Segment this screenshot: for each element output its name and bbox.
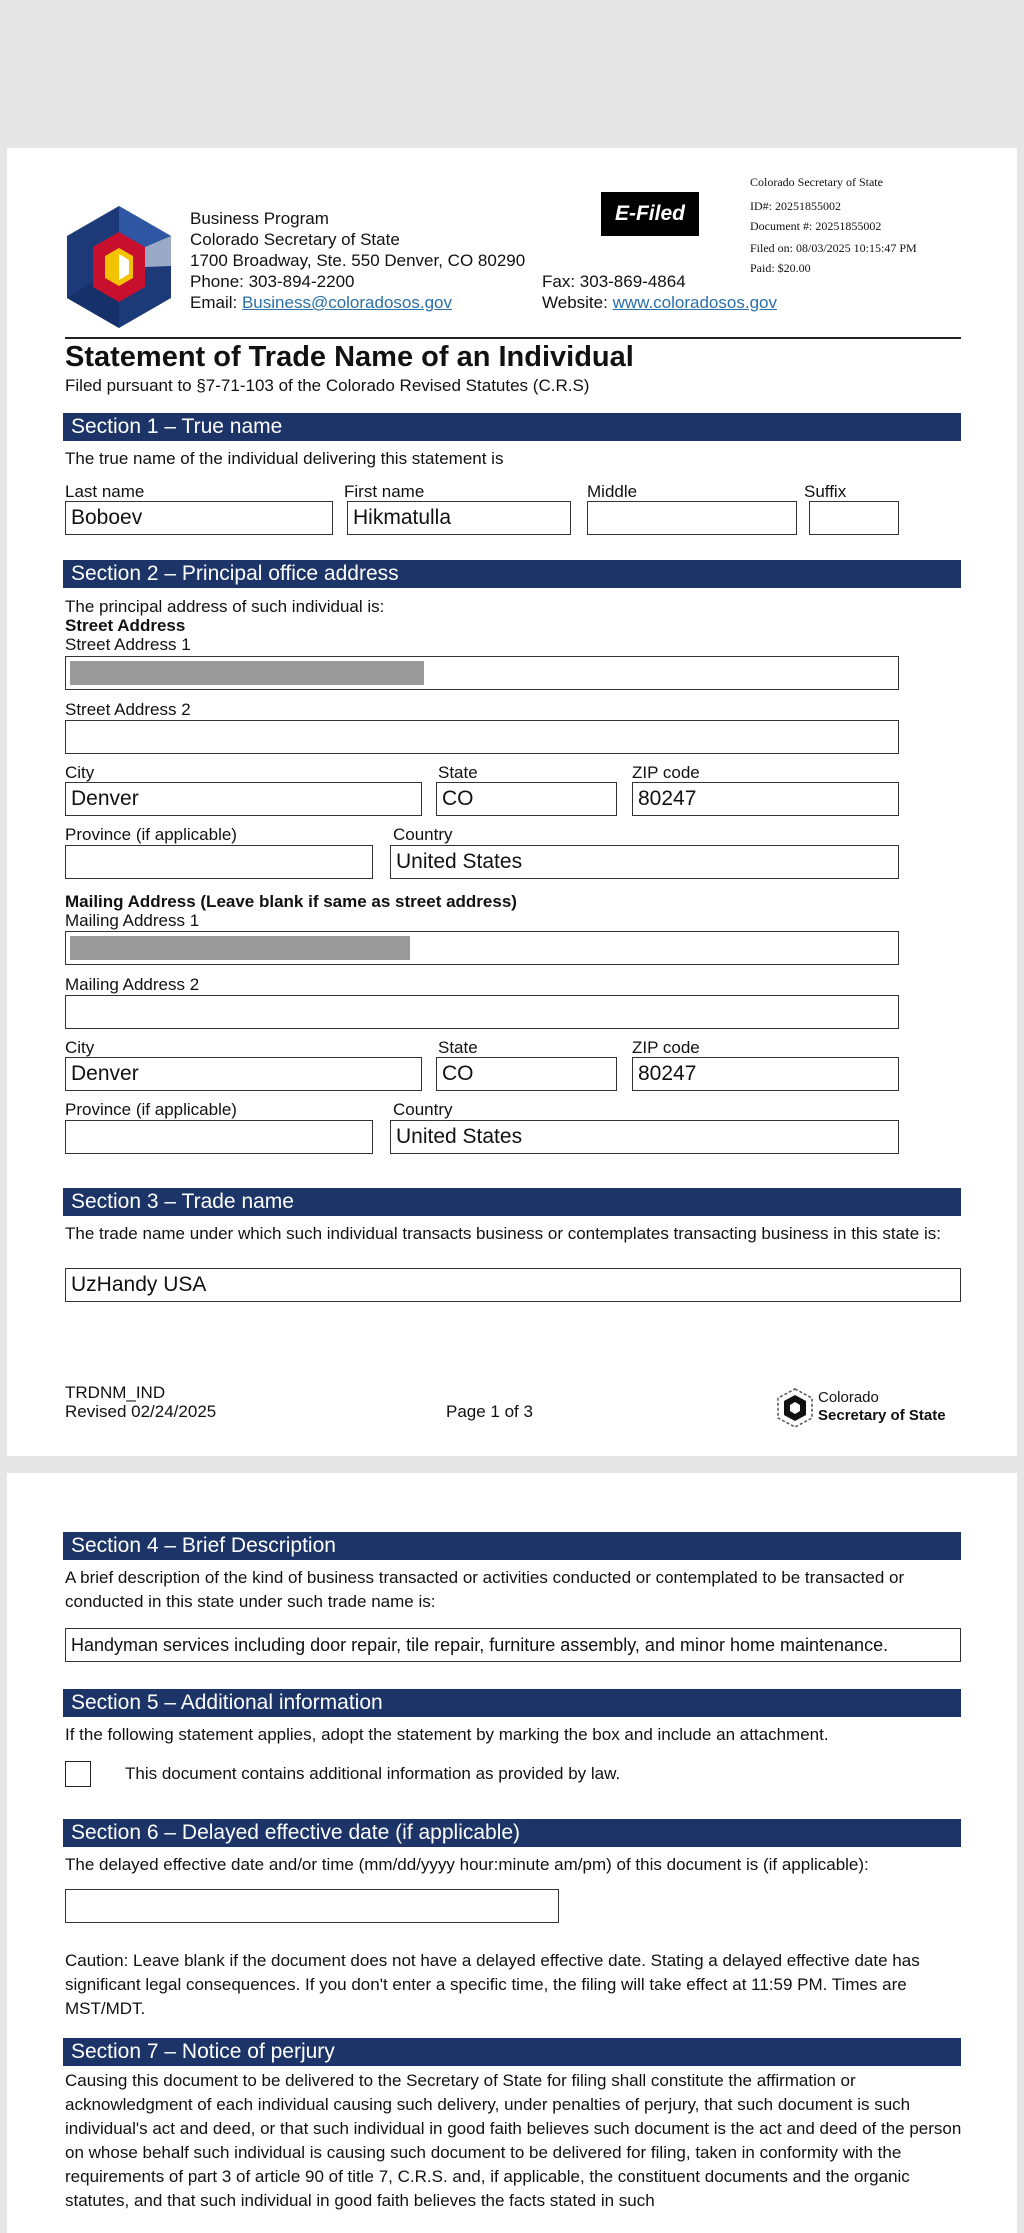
business-description-field[interactable]: Handyman services including door repair, tile repair, furniture assembly, and minor home maintenance. bbox=[65, 1628, 961, 1662]
section-1-heading: Section 1 – True name bbox=[63, 413, 961, 441]
section-6-intro: The delayed effective date and/or time (mm/dd/yyyy hour:minute am/pm) of this document is (if applicable): bbox=[65, 1855, 869, 1874]
footer-logo-bottom: Secretary of State bbox=[818, 1407, 946, 1424]
mailing-address-2-field[interactable] bbox=[65, 995, 899, 1029]
country-label: Country bbox=[393, 825, 453, 844]
page-number: Page 1 of 3 bbox=[446, 1402, 533, 1421]
first-name-label: First name bbox=[344, 482, 425, 501]
org-fax: Fax: 303-869-4864 bbox=[542, 272, 686, 291]
header-rule bbox=[65, 337, 961, 339]
mailing-state-label: State bbox=[438, 1038, 478, 1057]
section-5-intro: If the following statement applies, adopt the statement by marking the box and include an attachment. bbox=[65, 1725, 829, 1744]
mailing-province-label: Province (if applicable) bbox=[65, 1100, 237, 1119]
email-label: Email: bbox=[190, 293, 242, 312]
additional-info-label: This document contains additional information as provided by law. bbox=[125, 1764, 621, 1783]
website-label: Website: bbox=[542, 293, 613, 312]
street-address-1-label: Street Address 1 bbox=[65, 635, 191, 654]
document-page-2 bbox=[7, 1473, 1017, 2233]
website-link[interactable]: www.coloradosos.gov bbox=[612, 293, 777, 312]
mailing-city-label: City bbox=[65, 1038, 95, 1057]
mailing-address-1-field[interactable] bbox=[65, 931, 899, 965]
stamp-line-5: Paid: $20.00 bbox=[750, 261, 811, 275]
form-id: TRDNM_IND bbox=[65, 1383, 166, 1402]
mailing-country-label: Country bbox=[393, 1100, 453, 1119]
street-address-1-field[interactable] bbox=[65, 656, 899, 690]
section-2-heading: Section 2 – Principal office address bbox=[63, 560, 961, 588]
province-field[interactable] bbox=[65, 845, 373, 879]
suffix-label: Suffix bbox=[804, 482, 847, 501]
stamp-line-4: Filed on: 08/03/2025 10:15:47 PM bbox=[750, 241, 917, 255]
city-field[interactable]: Denver bbox=[65, 782, 422, 816]
stamp-line-1: Colorado Secretary of State bbox=[750, 175, 883, 189]
form-revised: Revised 02/24/2025 bbox=[65, 1402, 217, 1421]
sos-footer-logo-icon bbox=[777, 1388, 813, 1428]
section-2-intro: The principal address of such individual is: bbox=[65, 597, 385, 616]
org-dept: Colorado Secretary of State bbox=[190, 230, 400, 249]
redacted-block bbox=[70, 936, 410, 960]
mailing-address-heading: Mailing Address (Leave blank if same as street address) bbox=[65, 892, 517, 911]
section-3-intro: The trade name under which such individual transacts business or contemplates transacting business in this state is: bbox=[65, 1224, 941, 1243]
first-name-field[interactable]: Hikmatulla bbox=[347, 501, 571, 535]
org-email-row bbox=[190, 294, 452, 311]
additional-info-checkbox[interactable] bbox=[65, 1761, 91, 1787]
section-3-heading: Section 3 – Trade name bbox=[63, 1188, 961, 1216]
street-address-2-field[interactable] bbox=[65, 720, 899, 754]
city-label: City bbox=[65, 763, 95, 782]
middle-name-field[interactable] bbox=[587, 501, 797, 535]
mailing-address-1-label: Mailing Address 1 bbox=[65, 911, 200, 930]
document-subtitle: Filed pursuant to §7-71-103 of the Colorado Revised Statutes (C.R.S) bbox=[65, 376, 590, 395]
suffix-field[interactable] bbox=[809, 501, 899, 535]
section-7-heading: Section 7 – Notice of perjury bbox=[63, 2038, 961, 2066]
mailing-province-field[interactable] bbox=[65, 1120, 373, 1154]
last-name-label: Last name bbox=[65, 482, 145, 501]
efiled-badge-text: E-Filed bbox=[614, 202, 685, 225]
mailing-address-2-label: Mailing Address 2 bbox=[65, 975, 200, 994]
org-address: 1700 Broadway, Ste. 550 Denver, CO 80290 bbox=[190, 251, 526, 270]
document-title: Statement of Trade Name of an Individual bbox=[65, 341, 634, 373]
mailing-country-field[interactable]: United States bbox=[390, 1120, 899, 1154]
document-page-1 bbox=[7, 148, 1017, 1456]
section-1-intro: The true name of the individual delivering this statement is bbox=[65, 449, 504, 468]
colorado-sos-logo bbox=[63, 204, 175, 330]
zip-field[interactable]: 80247 bbox=[632, 782, 899, 816]
section-4-intro: A brief description of the kind of business transacted or activities conducted or contemplated to be transacted or conducted in this state under such trade name is: bbox=[65, 1568, 905, 1611]
email-link[interactable]: Business@coloradosos.gov bbox=[241, 293, 453, 312]
trade-name-field[interactable]: UzHandy USA bbox=[65, 1268, 961, 1302]
mailing-zip-field[interactable]: 80247 bbox=[632, 1057, 899, 1091]
delayed-effective-date-field[interactable] bbox=[65, 1889, 559, 1923]
section-6-caution: Caution: Leave blank if the document does not have a delayed effective date. Stating a delayed effective date has significant legal consequences. If you don't enter a specific time, the filing will take effect at 11:59 PM. Times are MST/MDT. bbox=[65, 1951, 920, 2018]
zip-label: ZIP code bbox=[632, 763, 700, 782]
section-4-heading: Section 4 – Brief Description bbox=[63, 1532, 961, 1560]
stamp-line-2: ID#: 20251855002 bbox=[750, 199, 841, 213]
efiled-badge bbox=[601, 192, 699, 236]
stamp-line-3: Document #: 20251855002 bbox=[750, 219, 882, 233]
street-address-heading: Street Address bbox=[65, 616, 186, 635]
last-name-field[interactable]: Boboev bbox=[65, 501, 333, 535]
country-field[interactable]: United States bbox=[390, 845, 899, 879]
org-name: Business Program bbox=[190, 209, 329, 228]
mailing-zip-label: ZIP code bbox=[632, 1038, 700, 1057]
state-field[interactable]: CO bbox=[436, 782, 617, 816]
org-phone: Phone: 303-894-2200 bbox=[190, 272, 355, 291]
street-address-2-label: Street Address 2 bbox=[65, 700, 191, 719]
middle-name-label: Middle bbox=[587, 482, 638, 501]
section-6-heading: Section 6 – Delayed effective date (if applicable) bbox=[63, 1819, 961, 1847]
state-label: State bbox=[438, 763, 478, 782]
mailing-city-field[interactable]: Denver bbox=[65, 1057, 422, 1091]
province-label: Province (if applicable) bbox=[65, 825, 237, 844]
section-7-text: Causing this document to be delivered to the Secretary of State for filing shall constitute the affirmation or acknowledgment of each individual causing such delivery, under penalties of perjury, that such document is such individual's act and deed, or that such individual in good faith believes such document is the act and deed of the person on whose behalf such individual is causing such document to be delivered for filing, taken in conformity with the requirements of part 3 of article 90 of title 7, C.R.S. and, if applicable, the constituent documents and the organic statutes, and that such individual in good faith believes the facts stated in such bbox=[65, 2071, 962, 2210]
redacted-block bbox=[70, 661, 424, 685]
section-5-heading: Section 5 – Additional information bbox=[63, 1689, 961, 1717]
footer-logo-top: Colorado bbox=[818, 1389, 879, 1406]
mailing-state-field[interactable]: CO bbox=[436, 1057, 617, 1091]
org-website-row bbox=[542, 294, 777, 311]
